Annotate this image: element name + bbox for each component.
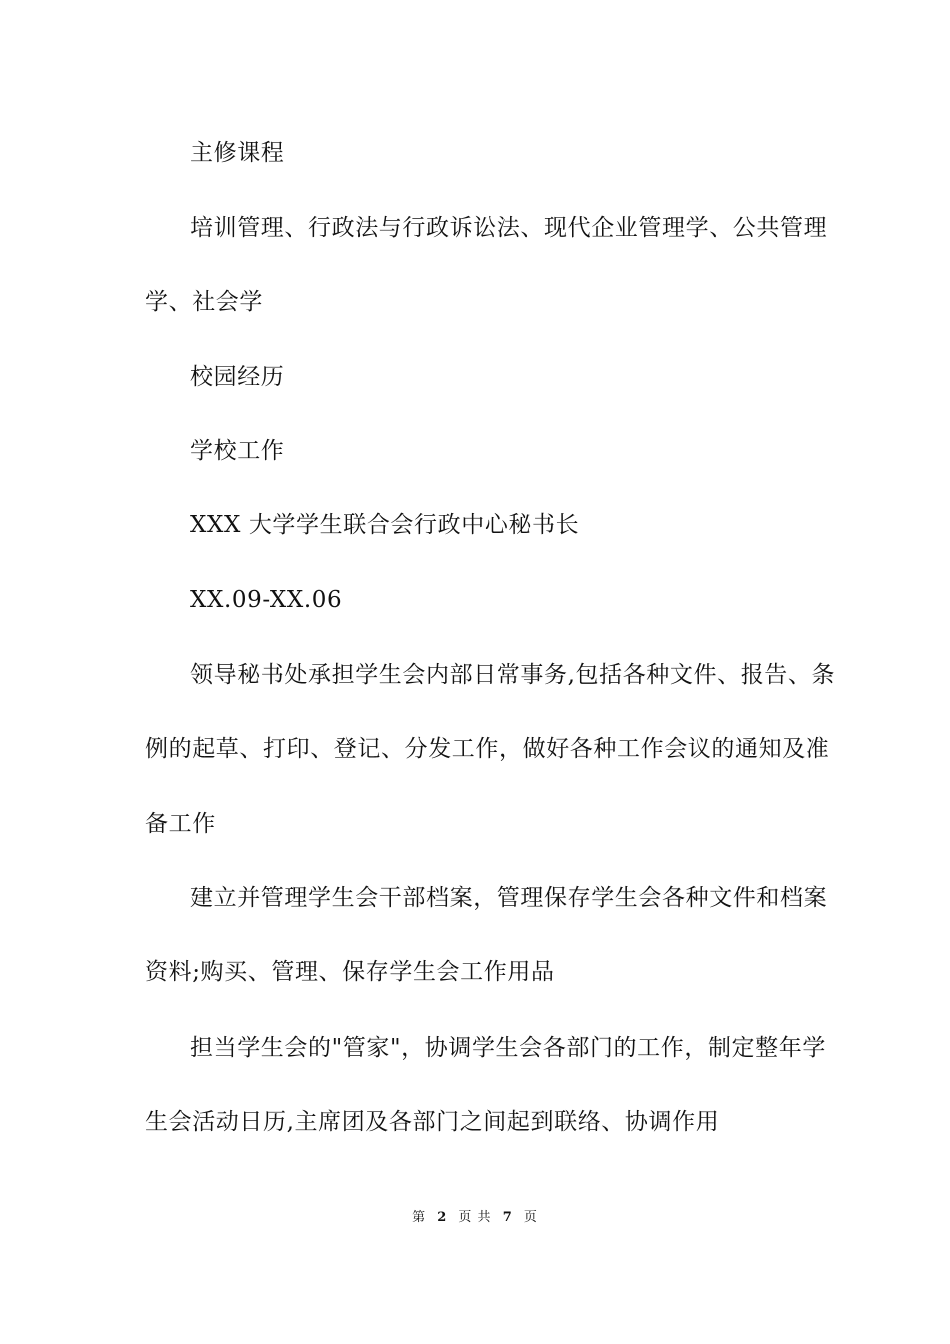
heading-campus-experience: 校园经历 (190, 364, 285, 390)
heading-school-work: 学校工作 (190, 438, 285, 464)
footer-prefix: 第 (412, 1210, 427, 1225)
paragraph-line: 备工作 (145, 811, 216, 837)
paragraph-line: 建立并管理学生会干部档案，管理保存学生会各种文件和档案 (190, 885, 828, 911)
paragraph-line: 资料;购买、管理、保存学生会工作用品 (145, 959, 555, 985)
total-pages-number: 7 (502, 1210, 513, 1225)
date-range: XX.09-XX.06 (190, 587, 343, 613)
heading-major-courses: 主修课程 (190, 140, 285, 166)
footer-suffix: 页 (523, 1210, 538, 1225)
paragraph-line: 学、社会学 (145, 289, 263, 315)
page-footer (0, 1209, 950, 1227)
paragraph-line: 生会活动日历,主席团及各部门之间起到联络、协调作用 (145, 1109, 720, 1135)
current-page-number: 2 (437, 1210, 448, 1225)
paragraph-line: 培训管理、行政法与行政诉讼法、现代企业管理学、公共管理 (190, 215, 828, 241)
footer-middle: 页 共 (458, 1210, 492, 1225)
paragraph-line: 领导秘书处承担学生会内部日常事务,包括各种文件、报告、条 (190, 662, 836, 688)
paragraph-line: 例的起草、打印、登记、分发工作，做好各种工作会议的通知及准 (145, 736, 830, 762)
paragraph-line: 担当学生会的"管家"，协调学生会各部门的工作，制定整年学 (190, 1035, 826, 1061)
position-title: XXX 大学学生联合会行政中心秘书长 (190, 512, 580, 538)
